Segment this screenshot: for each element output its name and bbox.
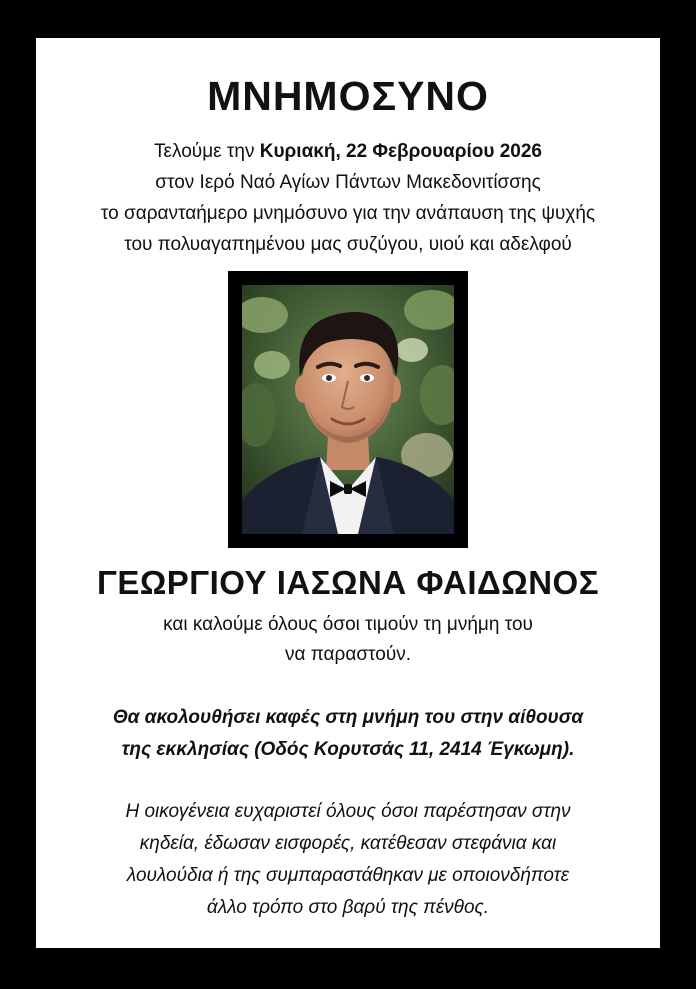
portrait-photo: [242, 285, 454, 534]
intro-line-4: του πολυαγαπημένου μας συζύγου, υιού και αδελφού: [124, 234, 572, 255]
coffee-paragraph: [36, 702, 660, 766]
thanks-line-2: κηδεία, έδωσαν εισφορές, κατέθεσαν στεφάνια και: [139, 833, 557, 854]
coffee-line-1: Θα ακολουθήσει καφές στη μνήμη του στην αίθουσα: [112, 707, 584, 728]
deceased-name: ΓΕΩΡΓΙΟΥ ΙΑΣΩΝΑ ΦΑΙΔΩΝΟΣ: [96, 564, 600, 601]
intro-line-2: στον Ιερό Ναό Αγίων Πάντων Μακεδονιτίσσης: [155, 172, 541, 193]
coffee-line-2: της εκκλησίας (Οδός Κορυτσάς 11, 2414 Έγκωμη).: [121, 739, 575, 760]
thanks-line-3: λουλούδια ή της συμπαραστάθηκαν με οποιονδήποτε: [126, 865, 570, 886]
intro-prefix: Τελούμε την: [154, 141, 260, 162]
intro-paragraph: [36, 136, 660, 260]
intro-line-1: [36, 136, 660, 167]
invitation-paragraph: [36, 610, 660, 670]
intro-line-3: το σαρανταήμερο μνημόσυνο για την ανάπαυση της ψυχής: [100, 203, 596, 224]
invite-line-2: να παραστούν.: [284, 644, 412, 665]
notice-title: ΜΝΗΜΟΣΥΝΟ: [207, 73, 489, 119]
intro-date: Κυριακή, 22 Φεβρουαρίου 2026: [259, 141, 542, 162]
memorial-notice-card: [36, 38, 660, 948]
thanks-line-1: Η οικογένεια ευχαριστεί όλους όσοι παρέστησαν στην: [125, 801, 571, 822]
thanks-line-4: άλλο τρόπο στο βαρύ της πένθος.: [206, 897, 490, 918]
invite-line-1: και καλούμε όλους όσοι τιμούν τη μνήμη του: [163, 614, 533, 635]
portrait-frame: [228, 271, 468, 548]
thanks-paragraph: [36, 796, 660, 924]
